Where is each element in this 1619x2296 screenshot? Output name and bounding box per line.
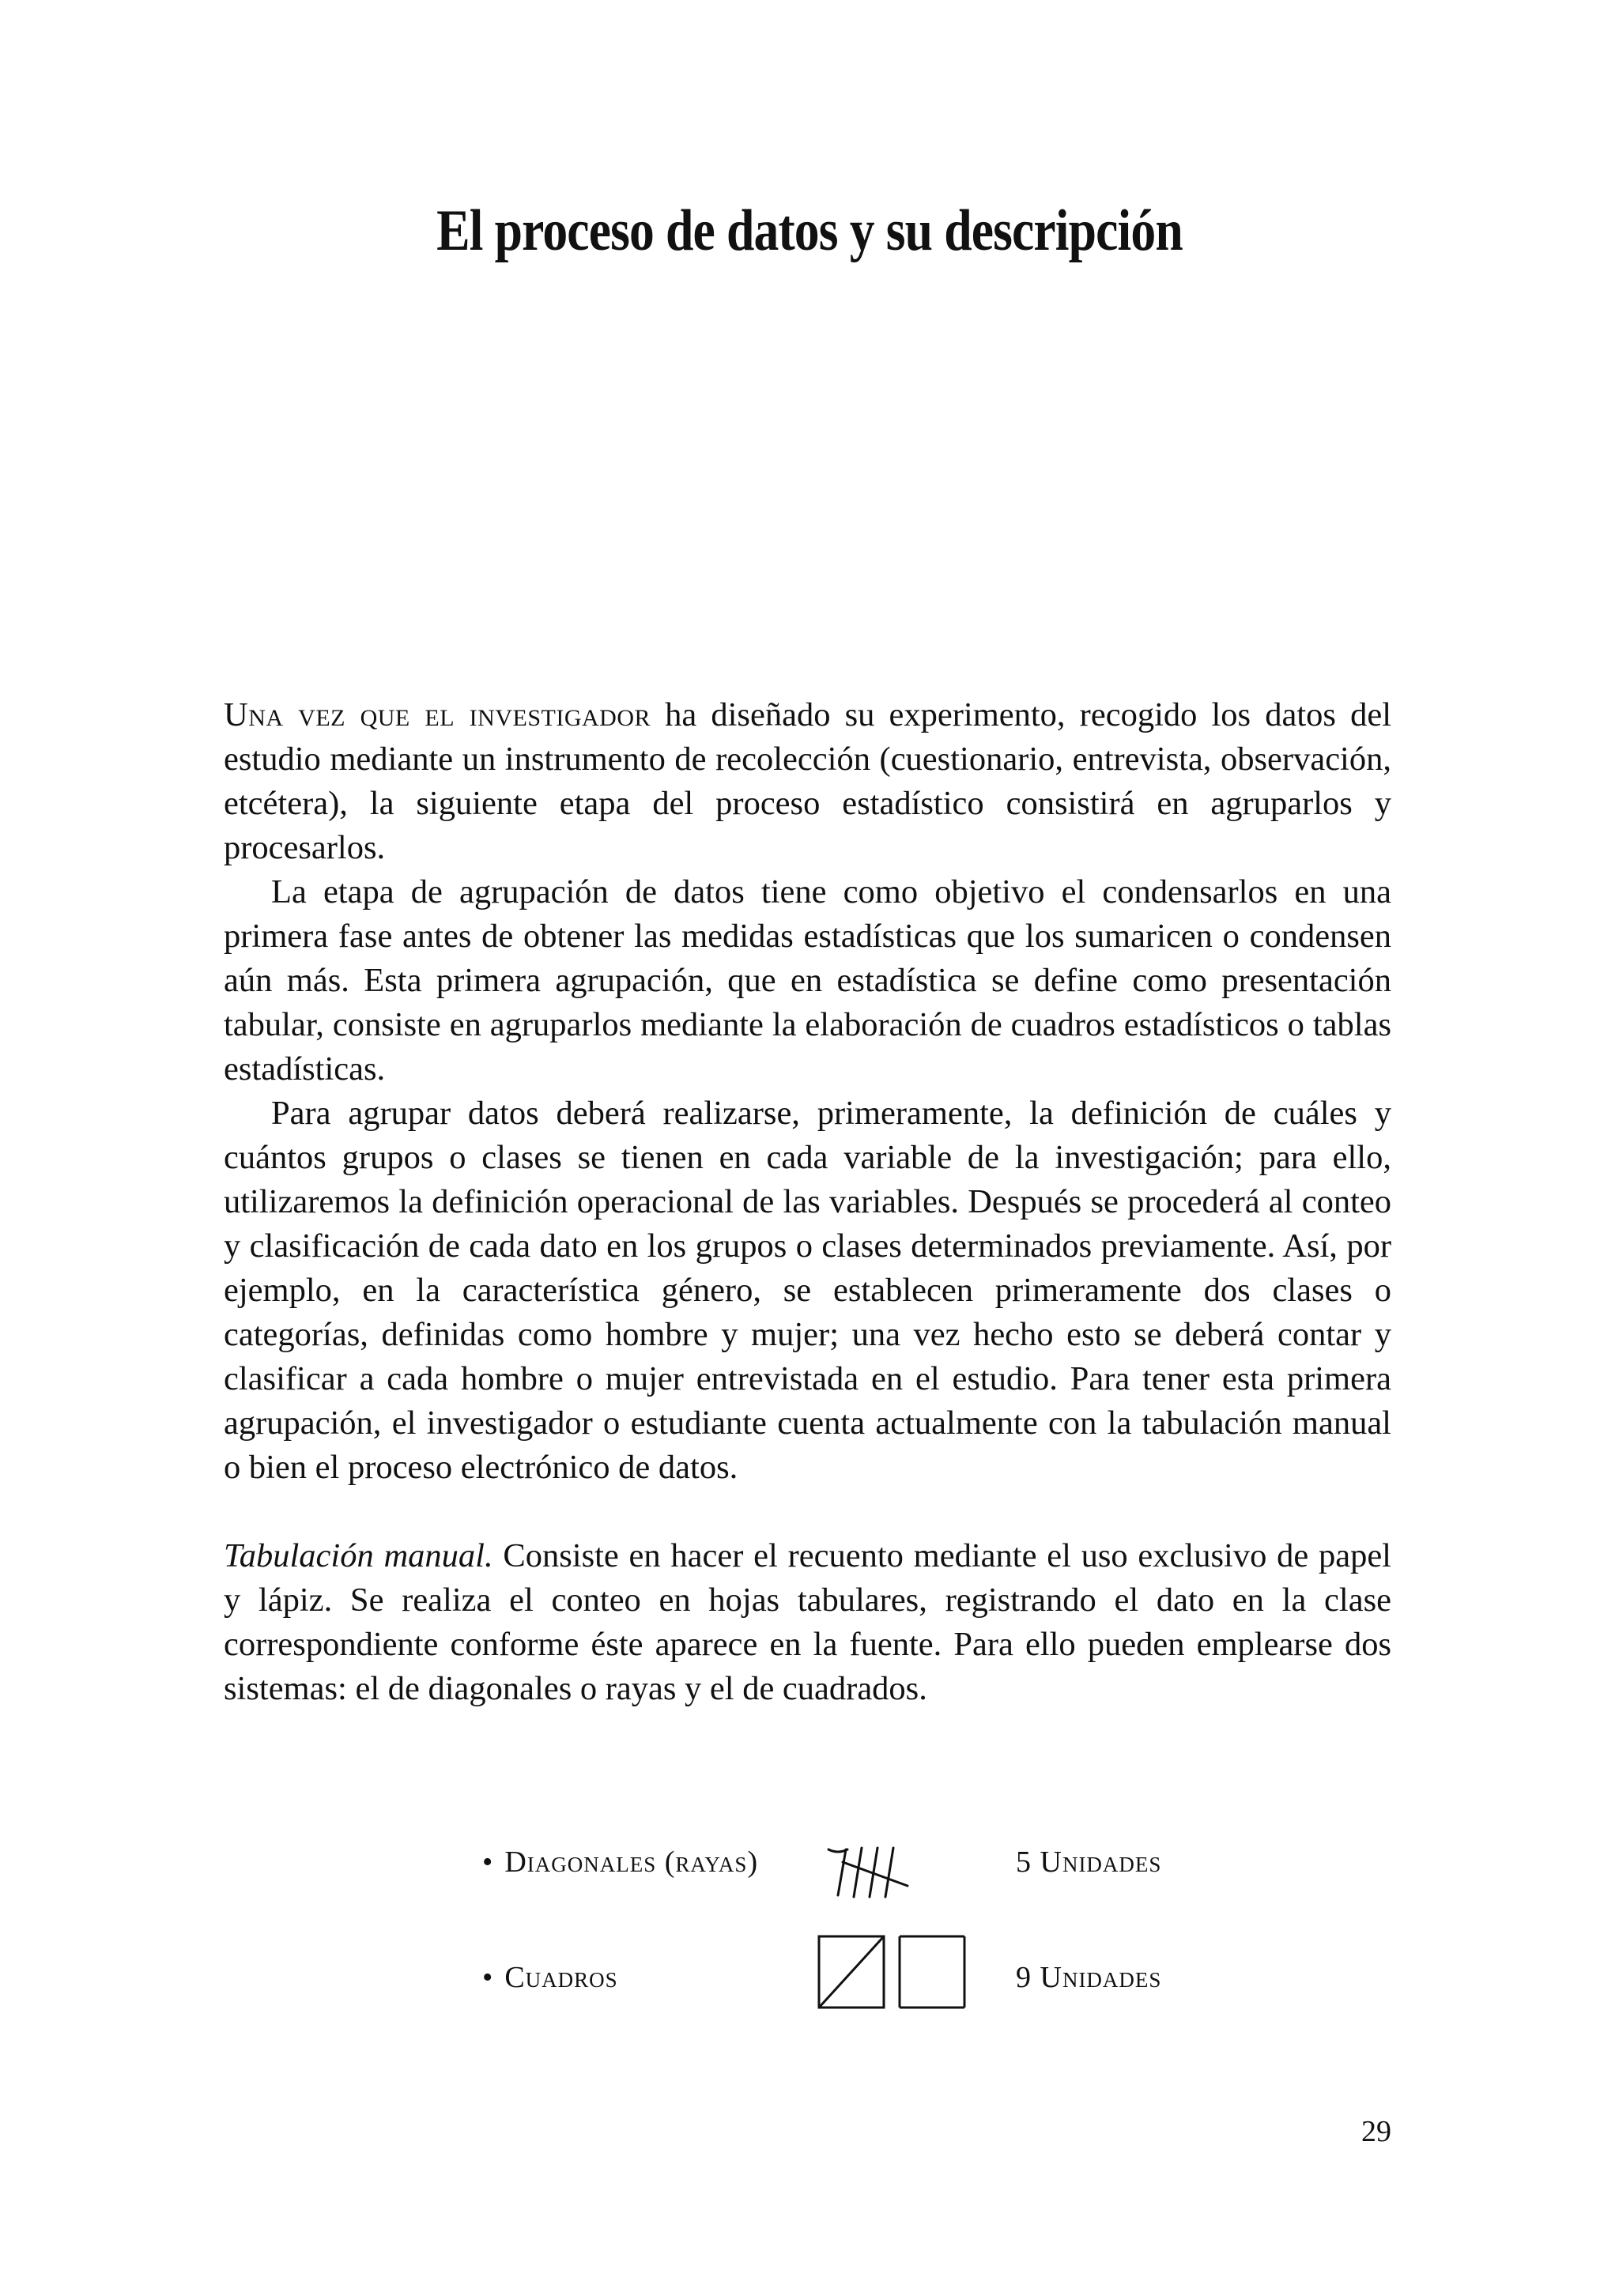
page-title: El proceso de datos y su descripción [436, 198, 1183, 263]
tally-five-icon [814, 1826, 957, 1921]
example-squares [0, 1928, 1619, 2015]
paragraph-1-text: ha diseñado su experimento, recogido los datos del estudio mediante un instrumento de recolección (cuestionario, entrevista, observación, etcétera), la siguiente etapa del proceso estadístico consistirá en agruparlos y procesarlos. [224, 696, 1391, 866]
page-number: 29 [1361, 2115, 1391, 2148]
paragraph-3: Para agrupar datos deberá realizarse, primeramente, la definición de cuáles y cuántos grupos o clases se tienen en cada variable de la investigación; para ello, utilizaremos la definición operacional de las variables. Después se procederá al conteo y clasificación de cada dato en los grupos o clases determinados previamente. Así, por ejemplo, en la característica género, se establecen primeramente dos clases o categorías, definidas como hombre y mujer; una vez hecho esto se deberá contar y clasificar a cada hombre o mujer entrevistada en el estudio. Para tener esta primera agrupación, el investigador o estudiante cuenta actualmente con la tabulación manual o bien el proceso electrónico de datos. [224, 1095, 1391, 1486]
example-diagonal-label [482, 1845, 758, 1879]
paragraph-4-text: Consiste en hacer el recuento mediante el uso exclusivo de papel y lápiz. Se realiza el conteo en hojas tabulares, registrando el dato en la clase correspondiente conforme éste aparece en la fuente. Para ello pueden emplearse dos sistemas: el de diagonales o rayas y el de cuadrados. [224, 1537, 1391, 1707]
paragraph-1-lead: Una vez que el investigador [224, 696, 651, 733]
body-text [224, 693, 1391, 1711]
example-diagonal-count: 5 Unidades [1016, 1845, 1162, 1879]
example-diagonal [0, 1826, 1619, 1913]
bullet: • [482, 1845, 494, 1879]
example-squares-text: Cuadros [504, 1961, 618, 1994]
example-squares-label [482, 1960, 618, 1995]
bullet: • [482, 1961, 494, 1994]
paragraph-4 [224, 1534, 1391, 1711]
paragraph-4-term: Tabulación manual. [224, 1537, 493, 1574]
paragraph-2: La etapa de agrupación de datos tiene como objetivo el condensarlos en una primera fase antes de obtener las medidas estadísticas que los sumaricen o condensen aún más. Esta primera agrupación, que en estadística se define como presentación tabular, consiste en agruparlos mediante la elaboración de cuadros estadísticos o tablas estadísticas. [224, 873, 1391, 1088]
example-squares-count: 9 Unidades [1016, 1961, 1162, 1994]
tally-squares-icon [814, 1928, 972, 2023]
paragraph-1 [224, 693, 1391, 870]
example-diagonal-text: Diagonales (rayas) [504, 1845, 759, 1879]
